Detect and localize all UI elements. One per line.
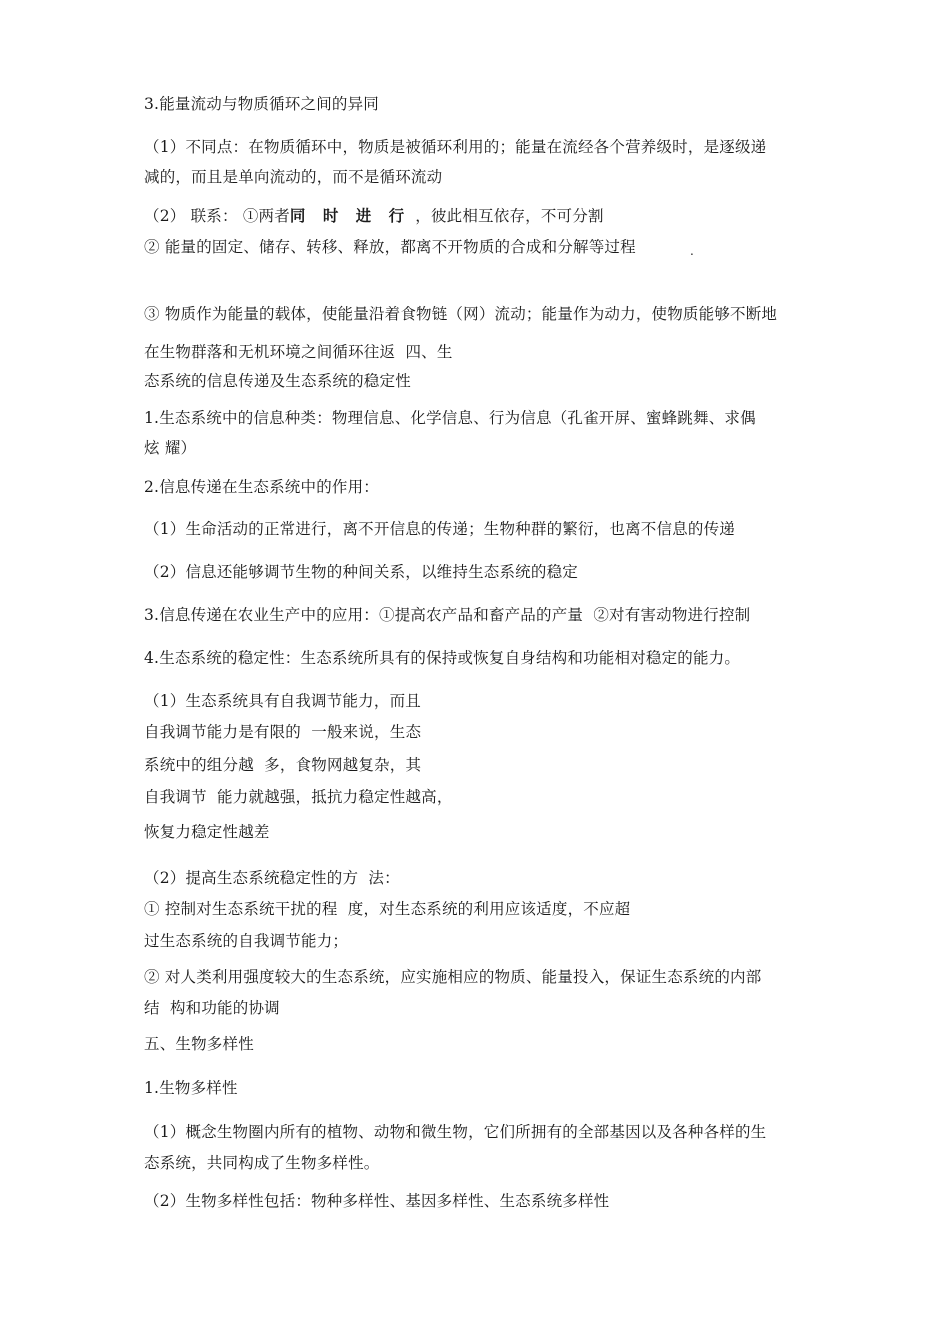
paragraph-line: 1.生物多样性 (144, 1079, 238, 1097)
paragraph-line: 过生态系统的自我调节能力； (144, 932, 349, 950)
paragraph-line: 在生物群落和无机环境之间循环往返 四、生 (144, 343, 453, 361)
paragraph-line: 3.信息传递在农业生产中的应用：①提高农产品和畜产品的产量 ②对有害动物进行控制 (144, 606, 751, 624)
paragraph-line: （1）概念生物圈内所有的植物、动物和微生物，它们所拥有的全部基因以及各种各样的生 (144, 1123, 767, 1141)
paragraph-line: （1）生态系统具有自我调节能力，而且 (144, 692, 421, 710)
paragraph-line: 减的，而且是单向流动的，而不是循环流动 (144, 168, 443, 186)
paragraph-line: ② 能量的固定、储存、转移、释放，都离不开物质的合成和分解等过程 (144, 238, 636, 256)
paragraph-line: （1）不同点：在物质循环中，物质是被循环利用的；能量在流经各个营养级时，是逐级递 (144, 138, 767, 156)
paragraph-line: （2）提高生态系统稳定性的方 法： (144, 869, 400, 887)
paragraph-line: （2）信息还能够调节生物的种间关系，以维持生态系统的稳定 (144, 563, 578, 581)
section-heading-energy-matter: 3.能量流动与物质循环之间的异同 (144, 95, 379, 113)
paragraph-line: （1）生命活动的正常进行，离不开信息的传递；生物种群的繁衍，也离不信息的传递 (144, 520, 735, 538)
section-heading-biodiversity: 五、生物多样性 (144, 1035, 254, 1053)
paragraph-line: 自我调节能力是有限的 一般来说，生态 (144, 723, 422, 741)
paragraph-line: 恢复力稳定性越差 (144, 823, 270, 841)
text-span: （2） 联系： ①两者 (144, 207, 290, 225)
paragraph-line: 态系统，共同构成了生物多样性。 (144, 1154, 380, 1172)
paragraph-line: 结 构和功能的协调 (144, 999, 280, 1017)
stray-dot: . (690, 244, 694, 258)
paragraph-line-relation (144, 205, 604, 227)
paragraph-line: ③ 物质作为能量的载体，使能量沿着食物链（网）流动；能量作为动力，使物质能够不断地 (144, 305, 778, 323)
paragraph-line: 1.生态系统中的信息种类：物理信息、化学信息、行为信息（孔雀开屏、蜜蜂跳舞、求偶 (144, 409, 756, 427)
paragraph-line: 炫 耀） (144, 439, 197, 457)
section-heading-information: 态系统的信息传递及生态系统的稳定性 (144, 372, 411, 390)
paragraph-line: 自我调节 能力就越强，抵抗力稳定性越高， (144, 788, 453, 806)
paragraph-line: ② 对人类利用强度较大的生态系统，应实施相应的物质、能量投入，保证生态系统的内部 (144, 968, 762, 986)
paragraph-line: 2.信息传递在生态系统中的作用： (144, 478, 379, 496)
paragraph-line: 4.生态系统的稳定性：生态系统所具有的保持或恢复自身结构和功能相对稳定的能力。 (144, 649, 741, 667)
emphasis-text: 同 时 进 行 (289, 206, 411, 225)
paragraph-line: ① 控制对生态系统干扰的程 度，对生态系统的利用应该适度，不应超 (144, 900, 631, 918)
text-span: ，彼此相互依存，不可分割 (410, 207, 604, 225)
paragraph-line: （2）生物多样性包括：物种多样性、基因多样性、生态系统多样性 (144, 1192, 610, 1210)
paragraph-line: 系统中的组分越 多，食物网越复杂，其 (144, 756, 422, 774)
